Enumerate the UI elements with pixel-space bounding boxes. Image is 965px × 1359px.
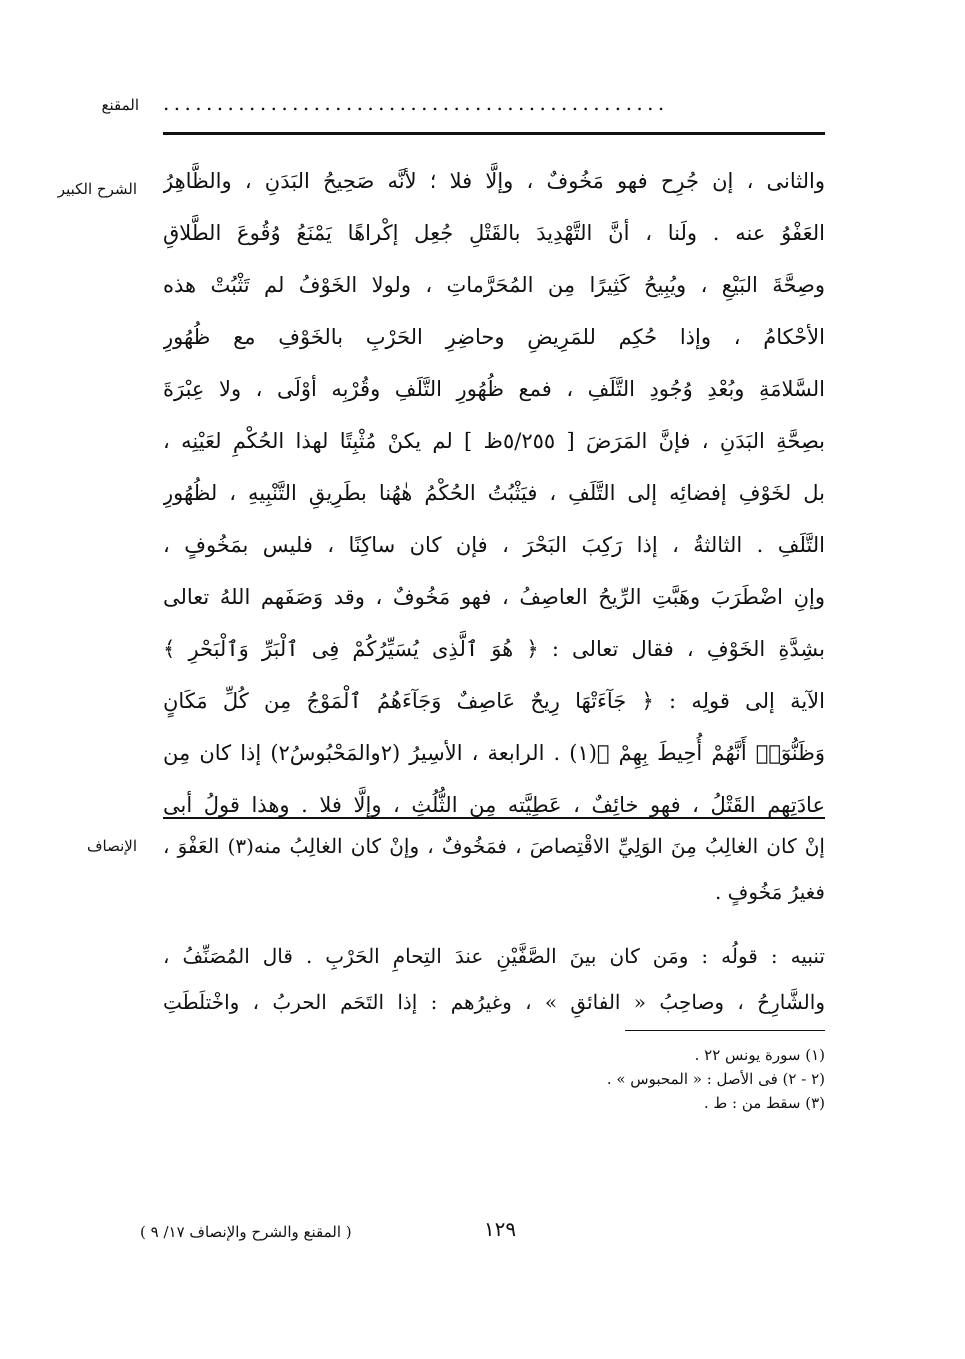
section-divider [163, 817, 825, 819]
sharh-line: بل لخَوْفِ إفضائِه إلى التَّلَفِ ، فيَثْبُتُ الحُكْمُ هٰهُنا بطَرِيقِ التَّنْبِيهِ ، لظُهُورِ [163, 481, 825, 505]
sharh-line: وَظَنُّوٓا۟ أَنَّهُمْ أُحِيطَ بِهِمْ ﴾(١) . الرابعة ، الأسِيرُ (٢والمَحْبُوسُ٢) إذا كان مِن [163, 741, 825, 765]
sharh-line: عادَتِهم القَتْلُ ، فهو خائِفٌ ، عَطِيَّته مِن الثُّلُثِ ، وإلَّا فلا . وهذا قولُ أبى [163, 793, 825, 817]
sharh-line: والثانى ، إن جُرِح فهو مَخُوفٌ ، وإلَّا فلا ؛ لأنَّه صَحِيحُ البَدَنِ ، والظَّاهِرُ [163, 169, 825, 193]
sharh-line: الأحْكامُ ، وإذا حُكِم للمَرِيضِ وحاضِرِ الحَرْبِ بالخَوْفِ مع ظُهُورِ [163, 325, 825, 349]
footnote: (١) سورة يونس ٢٢ . [694, 1046, 825, 1064]
running-title: المقنع [101, 96, 139, 114]
sharh-line: بصِحَّةِ البَدَنِ ، فإنَّ المَرَضَ [ ٥/٢٥٥ظ ] لم يكنْ مُثْبِتًا لهذا الحُكْمِ لعَيْنِه ، [163, 429, 825, 453]
sharh-line: بشِدَّةِ الخَوْفِ ، فقال تعالى : ﴿ هُوَ ٱلَّذِى يُسَيِّرُكُمْ فِى ٱلْبَرِّ وَٱلْبَحْرِ ﴾ [163, 637, 825, 661]
page-number: ١٢٩ [483, 1217, 517, 1241]
footnote: (٣) سقط من : ط . [703, 1094, 825, 1112]
insaf-note-line: تنبيه : قولُه : ومَن كان بينَ الصَّفَّيْنِ عندَ التِحامِ الحَرْبِ . قال المُصَنِّفُ ، [163, 944, 825, 968]
sharh-line: العَفْوُ عنه . ولَنا ، أنَّ التَّهْدِيدَ بالقَتْلِ جُعِل إكْراهًا يَمْنَعُ وُقُوعَ الطَّلاقِ [163, 221, 825, 245]
footnote-rule [625, 1030, 825, 1031]
insaf-line: إنْ كان الغالِبُ مِنَ الوَلِيِّ الاقْتِصاصَ ، فمَخُوفٌ ، وإنْ كان الغالِبُ منه(٣) العَفْوَ ، [163, 834, 825, 858]
insaf-note-line: والشَّارِحُ ، وصاحِبُ « الفائقِ » ، وغيرُهم : إذا التَحَم الحربُ ، واخْتلَطَتِ [163, 990, 825, 1014]
paragraph-gap [163, 915, 825, 933]
sharh-line: وصِحَّةَ البَيْعِ ، ويُبِيحُ كَثِيرًا مِن المُحَرَّماتِ ، ولولا الخَوْفُ لم تَثْبُتْ هذه [163, 273, 825, 297]
volume-reference: ( المقنع والشرح والإنصاف ١٧/ ٩ ) [140, 1223, 352, 1241]
sharh-line: وإنِ اضْطَرَبَ وهَبَّتِ الرِّيحُ العاصِفُ ، فهو مَخُوفٌ ، وقد وَصَفَهم اللهُ تعالى [163, 585, 825, 609]
sharh-text-block [163, 155, 825, 831]
insaf-text-block [163, 823, 825, 1025]
footnote: (٢ - ٢) فى الأصل : « المحبوس » . [606, 1070, 825, 1088]
header-rule [163, 132, 825, 135]
sharh-line: الآية إلى قولِه : ﴿ جَآءَتْهَا رِيحٌ عَاصِفٌ وَجَآءَهُمُ ٱلْمَوْجُ مِن كُلِّ مَكَانٍ [163, 689, 825, 713]
footnotes [300, 1043, 825, 1115]
header-dotted-line: ............................................... [163, 92, 669, 114]
side-label-sharh: الشرح الكبير [57, 180, 137, 198]
insaf-line: فغيرُ مَخُوفٍ . [714, 880, 825, 904]
side-label-insaf: الإنصاف [86, 837, 137, 855]
sharh-line: السَّلامَةِ وبُعْدِ وُجُودِ التَّلَفِ ، فمع ظُهُورِ التَّلَفِ وقُرْبِه أوْلَى ، ولا عِبْرَةَ [163, 377, 825, 401]
sharh-line: التَّلَفِ . الثالثةُ ، إذا رَكِبَ البَحْرَ ، فإن كان ساكِنًا ، فليس بمَخُوفٍ ، [163, 533, 825, 557]
